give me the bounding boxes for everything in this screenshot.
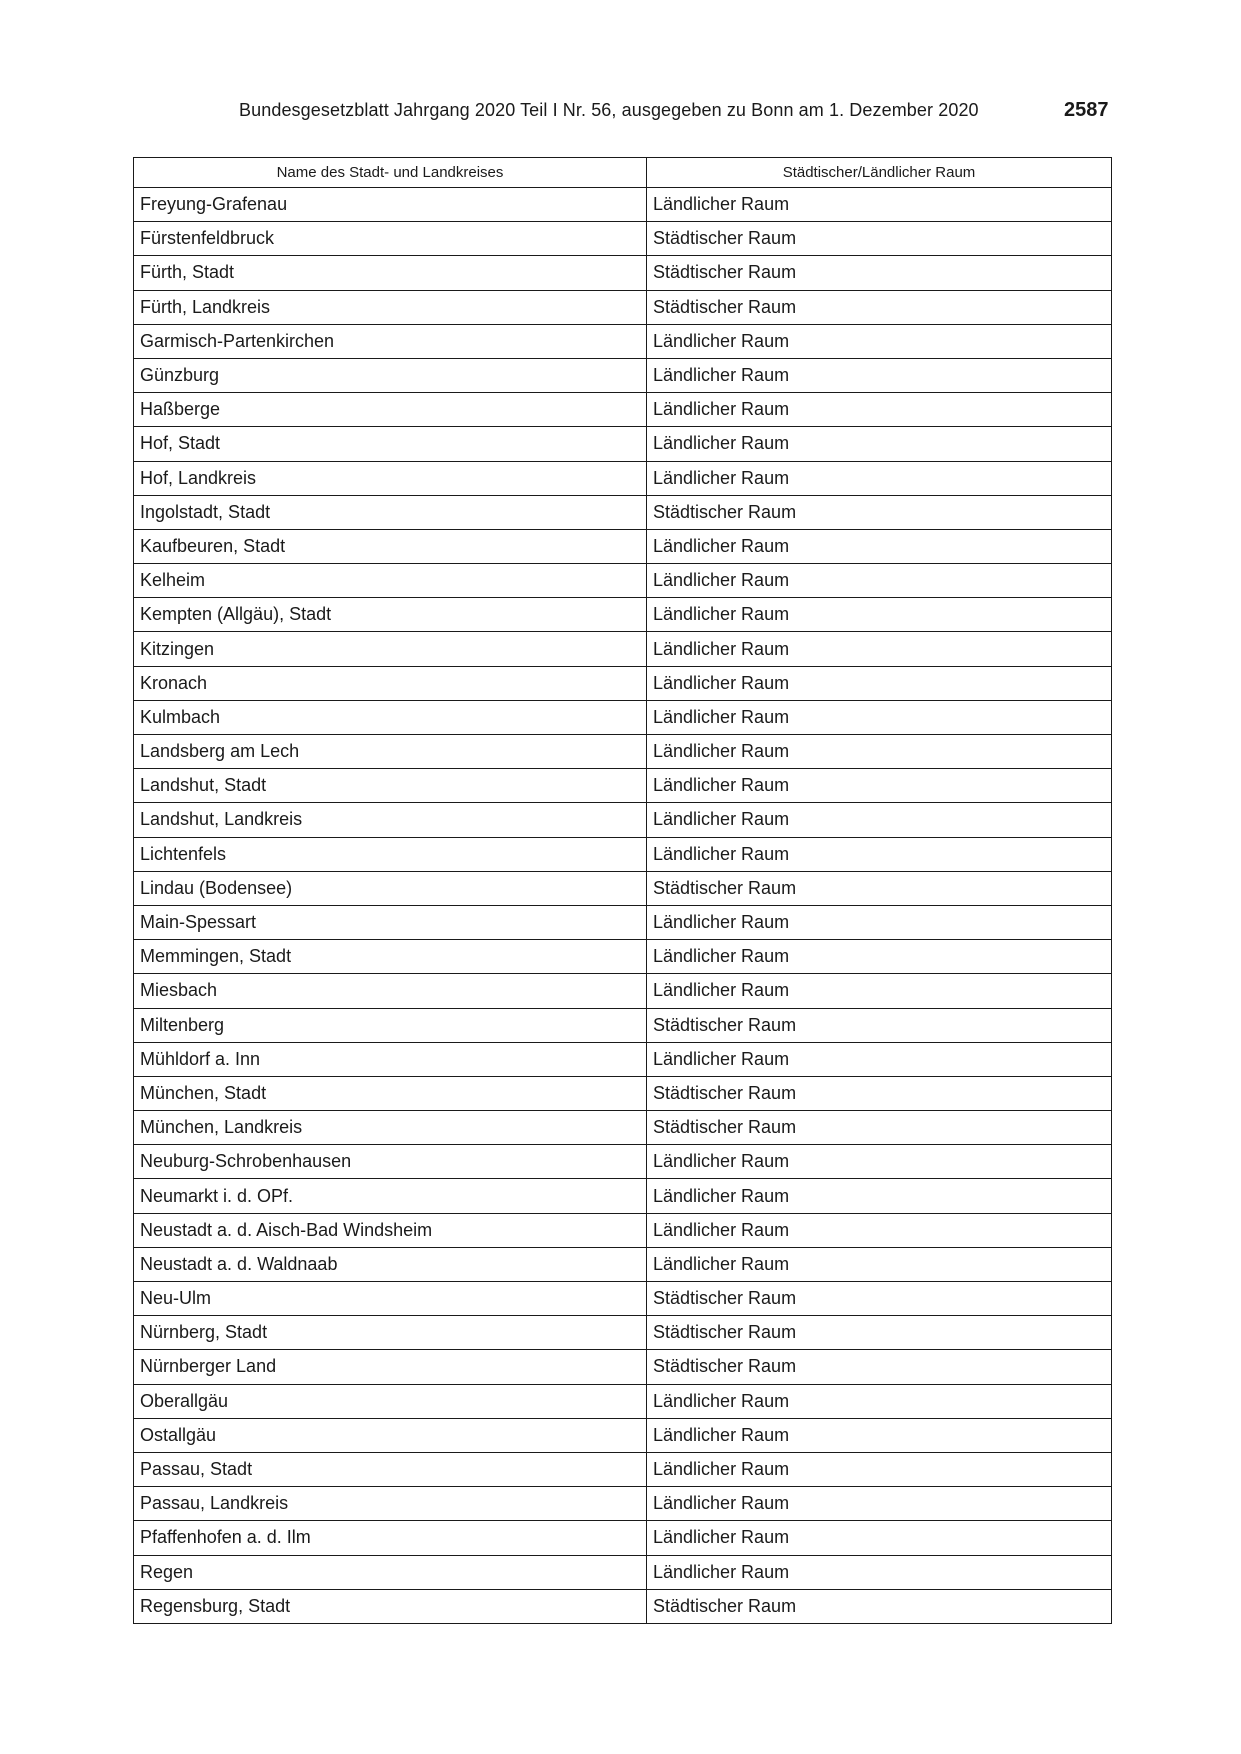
table-row bbox=[134, 222, 1112, 256]
area-type-cell: Ländlicher Raum bbox=[647, 1145, 1112, 1179]
district-name-cell: Hof, Stadt bbox=[134, 427, 647, 461]
district-name-cell: Haßberge bbox=[134, 393, 647, 427]
table-row bbox=[134, 1008, 1112, 1042]
area-type-cell: Ländlicher Raum bbox=[647, 427, 1112, 461]
district-name-cell: Miltenberg bbox=[134, 1008, 647, 1042]
district-name-cell: Neumarkt i. d. OPf. bbox=[134, 1179, 647, 1213]
table-row bbox=[134, 1384, 1112, 1418]
table-row bbox=[134, 1213, 1112, 1247]
area-type-cell: Ländlicher Raum bbox=[647, 1213, 1112, 1247]
district-name-cell: Fürstenfeldbruck bbox=[134, 222, 647, 256]
district-name-cell: Miesbach bbox=[134, 974, 647, 1008]
area-type-cell: Städtischer Raum bbox=[647, 1076, 1112, 1110]
district-name-cell: Regensburg, Stadt bbox=[134, 1589, 647, 1623]
area-type-cell: Ländlicher Raum bbox=[647, 324, 1112, 358]
table-row bbox=[134, 529, 1112, 563]
area-type-cell: Städtischer Raum bbox=[647, 495, 1112, 529]
area-type-cell: Ländlicher Raum bbox=[647, 700, 1112, 734]
table-row bbox=[134, 598, 1112, 632]
district-name-cell: Main-Spessart bbox=[134, 905, 647, 939]
area-type-cell: Städtischer Raum bbox=[647, 1316, 1112, 1350]
area-type-cell: Ländlicher Raum bbox=[647, 803, 1112, 837]
table-header-row bbox=[134, 158, 1112, 188]
district-name-cell: Kitzingen bbox=[134, 632, 647, 666]
area-type-cell: Ländlicher Raum bbox=[647, 1555, 1112, 1589]
area-type-cell: Städtischer Raum bbox=[647, 871, 1112, 905]
area-type-cell: Städtischer Raum bbox=[647, 1350, 1112, 1384]
district-name-cell: Günzburg bbox=[134, 358, 647, 392]
district-name-cell: Nürnberger Land bbox=[134, 1350, 647, 1384]
area-type-cell: Ländlicher Raum bbox=[647, 529, 1112, 563]
area-type-cell: Ländlicher Raum bbox=[647, 564, 1112, 598]
table-row bbox=[134, 905, 1112, 939]
area-type-cell: Ländlicher Raum bbox=[647, 1521, 1112, 1555]
area-type-cell: Ländlicher Raum bbox=[647, 769, 1112, 803]
area-type-cell: Städtischer Raum bbox=[647, 1589, 1112, 1623]
running-header: Bundesgesetzblatt Jahrgang 2020 Teil I Nr. 56, ausgegeben zu Bonn am 1. Dezember 2020 bbox=[239, 100, 979, 120]
area-type-cell: Städtischer Raum bbox=[647, 222, 1112, 256]
district-name-cell: Hof, Landkreis bbox=[134, 461, 647, 495]
area-type-cell: Ländlicher Raum bbox=[647, 974, 1112, 1008]
table-row bbox=[134, 564, 1112, 598]
table-row bbox=[134, 632, 1112, 666]
district-name-cell: Passau, Stadt bbox=[134, 1452, 647, 1486]
table-row bbox=[134, 871, 1112, 905]
table-row bbox=[134, 974, 1112, 1008]
area-type-cell: Städtischer Raum bbox=[647, 290, 1112, 324]
table-row bbox=[134, 1555, 1112, 1589]
table-row bbox=[134, 1452, 1112, 1486]
table-row bbox=[134, 495, 1112, 529]
table-row bbox=[134, 427, 1112, 461]
area-type-cell: Ländlicher Raum bbox=[647, 1179, 1112, 1213]
district-name-cell: Passau, Landkreis bbox=[134, 1487, 647, 1521]
district-name-cell: München, Landkreis bbox=[134, 1111, 647, 1145]
area-type-cell: Ländlicher Raum bbox=[647, 1418, 1112, 1452]
table-row bbox=[134, 1179, 1112, 1213]
table-row bbox=[134, 1418, 1112, 1452]
area-type-cell: Ländlicher Raum bbox=[647, 905, 1112, 939]
area-type-cell: Ländlicher Raum bbox=[647, 1452, 1112, 1486]
area-type-cell: Ländlicher Raum bbox=[647, 735, 1112, 769]
table-row bbox=[134, 940, 1112, 974]
district-name-cell: Garmisch-Partenkirchen bbox=[134, 324, 647, 358]
area-type-cell: Städtischer Raum bbox=[647, 256, 1112, 290]
district-name-cell: Oberallgäu bbox=[134, 1384, 647, 1418]
district-name-cell: Mühldorf a. Inn bbox=[134, 1042, 647, 1076]
district-name-cell: Landsberg am Lech bbox=[134, 735, 647, 769]
area-type-cell: Ländlicher Raum bbox=[647, 461, 1112, 495]
district-name-cell: Freyung-Grafenau bbox=[134, 188, 647, 222]
table-row bbox=[134, 256, 1112, 290]
district-name-cell: Nürnberg, Stadt bbox=[134, 1316, 647, 1350]
area-type-cell: Ländlicher Raum bbox=[647, 1384, 1112, 1418]
area-type-cell: Städtischer Raum bbox=[647, 1111, 1112, 1145]
table-row bbox=[134, 1350, 1112, 1384]
district-name-cell: Fürth, Stadt bbox=[134, 256, 647, 290]
area-type-cell: Ländlicher Raum bbox=[647, 1042, 1112, 1076]
table-row bbox=[134, 1145, 1112, 1179]
district-name-cell: Kronach bbox=[134, 666, 647, 700]
district-name-cell: Ostallgäu bbox=[134, 1418, 647, 1452]
area-type-cell: Ländlicher Raum bbox=[647, 598, 1112, 632]
table-row bbox=[134, 1316, 1112, 1350]
table-row bbox=[134, 1282, 1112, 1316]
table-row bbox=[134, 358, 1112, 392]
area-type-cell: Ländlicher Raum bbox=[647, 940, 1112, 974]
district-name-cell: Memmingen, Stadt bbox=[134, 940, 647, 974]
table-row bbox=[134, 735, 1112, 769]
area-type-cell: Ländlicher Raum bbox=[647, 393, 1112, 427]
district-name-cell: München, Stadt bbox=[134, 1076, 647, 1110]
district-name-cell: Regen bbox=[134, 1555, 647, 1589]
district-name-cell: Pfaffenhofen a. d. Ilm bbox=[134, 1521, 647, 1555]
districts-table bbox=[133, 157, 1112, 1624]
district-name-cell: Kaufbeuren, Stadt bbox=[134, 529, 647, 563]
table-body bbox=[134, 188, 1112, 1624]
table-row bbox=[134, 290, 1112, 324]
district-name-cell: Landshut, Landkreis bbox=[134, 803, 647, 837]
table-row bbox=[134, 188, 1112, 222]
table-row bbox=[134, 393, 1112, 427]
area-type-cell: Ländlicher Raum bbox=[647, 188, 1112, 222]
area-type-cell: Ländlicher Raum bbox=[647, 1487, 1112, 1521]
column-header-area-type: Städtischer/Ländlicher Raum bbox=[647, 158, 1112, 188]
area-type-cell: Städtischer Raum bbox=[647, 1282, 1112, 1316]
table-row bbox=[134, 461, 1112, 495]
column-header-district-name: Name des Stadt- und Landkreises bbox=[134, 158, 647, 188]
table-row bbox=[134, 769, 1112, 803]
district-name-cell: Landshut, Stadt bbox=[134, 769, 647, 803]
table-row bbox=[134, 700, 1112, 734]
district-name-cell: Neuburg-Schrobenhausen bbox=[134, 1145, 647, 1179]
district-name-cell: Kulmbach bbox=[134, 700, 647, 734]
table-row bbox=[134, 1111, 1112, 1145]
district-name-cell: Neustadt a. d. Aisch-Bad Windsheim bbox=[134, 1213, 647, 1247]
area-type-cell: Ländlicher Raum bbox=[647, 632, 1112, 666]
area-type-cell: Ländlicher Raum bbox=[647, 358, 1112, 392]
table-row bbox=[134, 1247, 1112, 1281]
table-row bbox=[134, 1521, 1112, 1555]
district-name-cell: Lindau (Bodensee) bbox=[134, 871, 647, 905]
table-row bbox=[134, 324, 1112, 358]
district-name-cell: Ingolstadt, Stadt bbox=[134, 495, 647, 529]
table-row bbox=[134, 1589, 1112, 1623]
district-name-cell: Kempten (Allgäu), Stadt bbox=[134, 598, 647, 632]
table-row bbox=[134, 1042, 1112, 1076]
table-row bbox=[134, 1076, 1112, 1110]
table-row bbox=[134, 837, 1112, 871]
area-type-cell: Städtischer Raum bbox=[647, 1008, 1112, 1042]
page-number: 2587 bbox=[1064, 99, 1109, 121]
district-name-cell: Neu-Ulm bbox=[134, 1282, 647, 1316]
district-name-cell: Neustadt a. d. Waldnaab bbox=[134, 1247, 647, 1281]
table-row bbox=[134, 1487, 1112, 1521]
district-name-cell: Kelheim bbox=[134, 564, 647, 598]
area-type-cell: Ländlicher Raum bbox=[647, 1247, 1112, 1281]
area-type-cell: Ländlicher Raum bbox=[647, 837, 1112, 871]
area-type-cell: Ländlicher Raum bbox=[647, 666, 1112, 700]
table-row bbox=[134, 803, 1112, 837]
district-name-cell: Lichtenfels bbox=[134, 837, 647, 871]
district-name-cell: Fürth, Landkreis bbox=[134, 290, 647, 324]
table-row bbox=[134, 666, 1112, 700]
